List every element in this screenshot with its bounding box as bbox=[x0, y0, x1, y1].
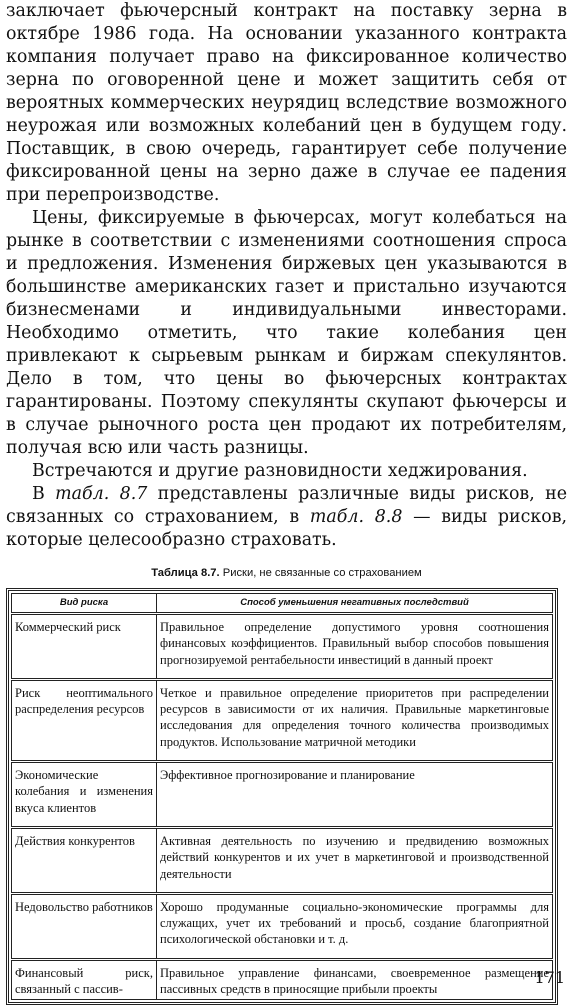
table-row bbox=[12, 679, 553, 761]
paragraph-4-part-c: — виды рисков, которые целесообразно страховать. bbox=[6, 507, 568, 550]
paragraph-4-part-b: представлены различные виды рисков, не связанных со страхованием, в bbox=[6, 484, 568, 527]
mitigation-cell: Четкое и правильное определение приоритетов при распределении ресурсов в зависимости от их наличия. Правильные маркетинговые исследования для определения точного количества производимых продуктов. Использование матричной методики bbox=[157, 679, 553, 761]
table-caption bbox=[6, 566, 567, 580]
paragraph-1: заключает фьючерсный контракт на поставку зерна в октябре 1986 года. На основании указанного контракта компания получает право на фиксированное количество зерна по оговоренной цене и может защитить себя от вероятных коммерческих неурядиц вследствие возможного неурожая или возможных колебаний цен в будущем году. Поставщик, в свою очередь, гарантирует себе получение фиксированной цены на зерно даже в случае ее падения при перепроизводстве. bbox=[6, 1, 567, 205]
table-ref-8-7: табл. 8.7 bbox=[55, 484, 148, 504]
table-row bbox=[12, 614, 553, 680]
table-row bbox=[12, 762, 553, 828]
table-caption-label: Таблица 8.7. bbox=[151, 567, 220, 579]
page-number: 171 bbox=[534, 968, 565, 987]
table-caption-text: Риски, не связанные со страхованием bbox=[219, 567, 422, 579]
risk-type-cell: Коммерческий риск bbox=[12, 614, 157, 680]
body-text bbox=[6, 0, 567, 552]
risk-type-cell: Экономические колебания и изменения вкуса клиентов bbox=[12, 762, 157, 828]
table-row bbox=[12, 959, 553, 1000]
mitigation-cell: Хорошо продуманные социально-экономические программы для служащих, учет их требований и просьб, создание благоприятной психологической обстановки и т. д. bbox=[157, 893, 553, 959]
risk-type-cell: Финансовый риск, связанный с пассив- bbox=[12, 959, 157, 1000]
header-mitigation: Способ уменьшения негативных последствий bbox=[157, 594, 553, 614]
mitigation-cell: Эффективное прогнозирование и планирование bbox=[157, 762, 553, 828]
risk-type-cell: Действия конкурентов bbox=[12, 827, 157, 893]
book-page bbox=[6, 0, 567, 1005]
paragraph-4 bbox=[6, 483, 567, 552]
risk-table bbox=[11, 593, 553, 1000]
mitigation-cell: Активная деятельность по изучению и предвидению возможных действий конкурентов и их учет в маркетинговой и производственной деятельности bbox=[157, 827, 553, 893]
paragraph-2: Цены, фиксируемые в фьючерсах, могут колебаться на рынке в соответствии с изменениями соотношения спроса и предложения. Изменения биржевых цен указываются в большинстве американских газет и пристально изучаются бизнесменами и индивидуальными инвесторами. Необходимо отметить, что такие колебания цен привлекают к сырьевым рынкам и биржам спекулянтов. Дело в том, что цены во фьючерсных контрактах гарантированы. Поэтому спекулянты скупают фьючерсы и в случае рыночного роста цен продают их потребителям, получая всю или часть разницы. bbox=[6, 208, 567, 458]
table-header-row bbox=[12, 594, 553, 614]
mitigation-cell: Правильное определение допустимого уровня соотношения финансовых коэффициентов. Правильный выбор способов повышения прогнозируемой рентабельности инвестиций в данный проект bbox=[157, 614, 553, 680]
table-row bbox=[12, 827, 553, 893]
risk-type-cell: Недовольство работников bbox=[12, 893, 157, 959]
table-ref-8-8: табл. 8.8 bbox=[309, 507, 403, 527]
risk-type-cell: Риск неоптимального распределения ресурсов bbox=[12, 679, 157, 761]
table-row bbox=[12, 893, 553, 959]
header-risk-type: Вид риска bbox=[12, 594, 157, 614]
mitigation-cell: Правильное управление финансами, своевременное размещение пассивных средств в приносящие прибыли проекты bbox=[157, 959, 553, 1000]
paragraph-4-part-a: В bbox=[32, 484, 56, 504]
risk-table-frame bbox=[6, 588, 558, 1005]
paragraph-3: Встречаются и другие разновидности хеджирования. bbox=[32, 461, 528, 481]
